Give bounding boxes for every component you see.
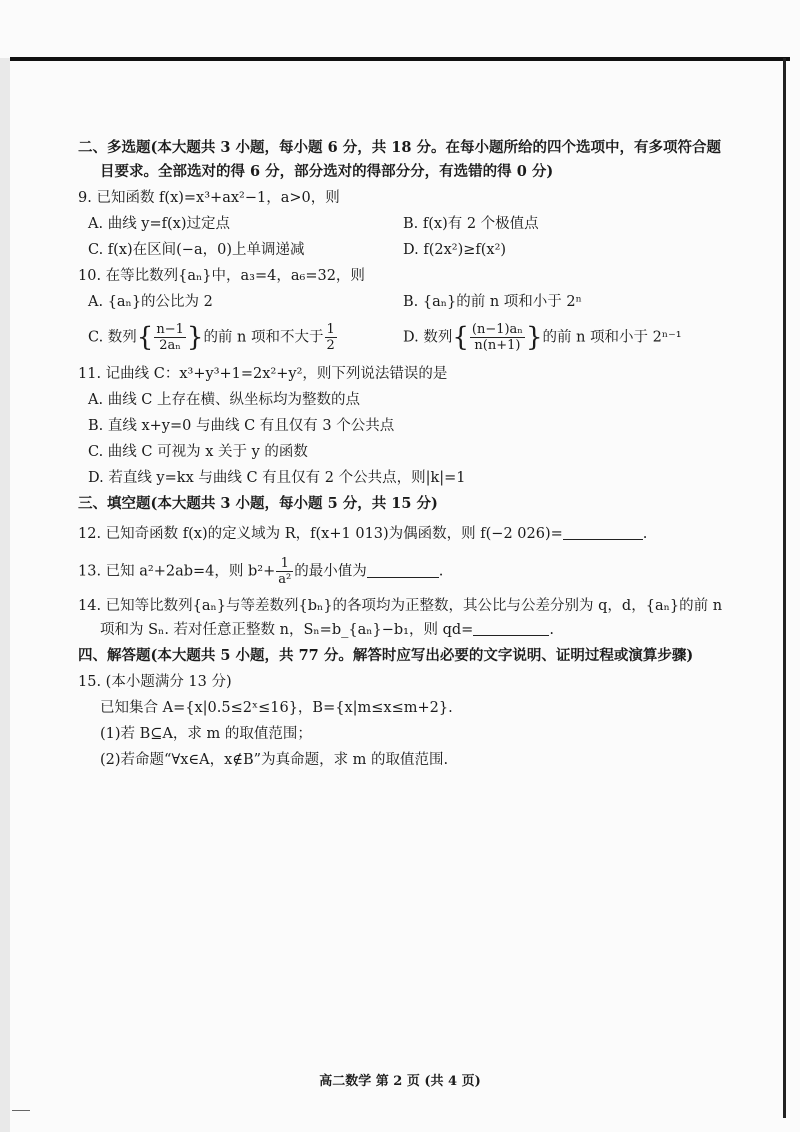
section-2-heading-line-1: 二、多选题(本大题共 3 小题，每小题 6 分，共 18 分。在每小题所给的四个选项中，有多项符合题 xyxy=(78,139,722,156)
question-14-text: 项和为 Sₙ. 若对任意正整数 n，Sₙ=b_{aₙ}−b₁，则 qd= xyxy=(100,622,474,638)
page-edge xyxy=(0,58,10,1132)
option-d-prefix: D. 数列 xyxy=(403,329,453,346)
question-11-stem: 11. 记曲线 C：x³+y³+1=2x²+y²，则下列说法错误的是 xyxy=(78,366,448,382)
section-3-heading: 三、填空题(本大题共 3 小题，每小题 5 分，共 15 分) xyxy=(78,495,438,512)
question-11-option-b: B. 直线 x+y=0 与曲线 C 有且仅有 3 个公共点 xyxy=(88,418,395,434)
top-rule xyxy=(10,57,790,61)
question-10-option-c: C. 数列{ $\frac{n-1}{\text{2aₙ}}$ }的前 n 项和不大于 $\frac{1}{2}$ xyxy=(88,322,335,353)
period: . xyxy=(642,526,648,542)
option-c-middle: 的前 n 项和不大于 xyxy=(203,329,324,346)
question-14-line-2 xyxy=(100,620,554,640)
question-10-option-b: B. {aₙ}的前 n 项和小于 2ⁿ xyxy=(403,294,582,310)
question-11-option-d: D. 若直线 y=kx 与曲线 C 有且仅有 2 个公共点，则|k|=1 xyxy=(88,470,466,486)
question-15-part-1: (1)若 B⊆A，求 m 的取值范围； xyxy=(100,726,312,742)
margin-mark xyxy=(12,1110,30,1111)
question-15-title: 15. (本小题满分 13 分) xyxy=(78,674,232,690)
option-d-suffix: 的前 n 项和小于 2ⁿ⁻¹ xyxy=(542,329,682,346)
answer-blank xyxy=(563,539,643,540)
section-4-heading: 四、解答题(本大题共 5 小题，共 77 分。解答时应写出必要的文字说明、证明过程或演算步骤) xyxy=(78,647,694,664)
question-13-text: 13. 已知 a²+2ab=4，则 b²+ xyxy=(78,563,276,580)
question-10-stem: 10. 在等比数列{aₙ}中，a₃=4，a₆=32，则 xyxy=(78,268,365,284)
sequence-fraction: $\frac{n-1}{\text{2aₙ}}$ xyxy=(156,322,184,353)
question-11-option-c: C. 曲线 C 可视为 x 关于 y 的函数 xyxy=(88,444,308,460)
period: . xyxy=(549,622,554,638)
answer-blank xyxy=(367,577,439,578)
right-rule xyxy=(783,58,786,1118)
question-15-given: 已知集合 A={x|0.5≤2ˣ≤16}，B={x|m≤x≤m+2}. xyxy=(100,700,453,716)
section-2-heading-line-2: 目要求。全部选对的得 6 分，部分选对的得部分分，有选错的得 0 分) xyxy=(100,163,554,180)
question-15-part-2: (2)若命题“∀x∈A，x∉B”为真命题，求 m 的取值范围. xyxy=(100,752,449,768)
question-13 xyxy=(78,556,443,587)
question-10-option-d: D. 数列{ $\frac{\text{(n−1)aₙ}}{n(n+1)}$ }的前 n 项和小于 2ⁿ⁻¹ xyxy=(403,322,682,353)
period: . xyxy=(438,563,444,580)
question-14-line-1: 14. 已知等比数列{aₙ}与等差数列{bₙ}的各项均为正整数，其公比与公差分别为 q，d，{aₙ}的前 n xyxy=(78,598,723,614)
question-11-option-a: A. 曲线 C 上存在横、纵坐标均为整数的点 xyxy=(88,392,361,408)
question-12-text: 12. 已知奇函数 f(x)的定义域为 R，f(x+1 013)为偶函数，则 f(−2 026)= xyxy=(78,526,563,542)
question-9-option-b: B. f(x)有 2 个极值点 xyxy=(403,216,539,232)
question-9-option-c: C. f(x)在区间(−a，0)上单调递减 xyxy=(88,242,305,258)
reciprocal-fraction: $\frac{1}{\text{a²}}$ xyxy=(278,556,292,587)
sequence-fraction: $\frac{\text{(n−1)aₙ}}{n(n+1)}$ xyxy=(471,322,523,353)
question-10-option-a: A. {aₙ}的公比为 2 xyxy=(88,294,213,310)
question-9-option-d: D. f(2x²)≥f(x²) xyxy=(403,242,507,258)
question-13-tail: 的最小值为 xyxy=(294,563,367,580)
half-fraction: $\frac{1}{2}$ xyxy=(326,322,335,353)
question-12 xyxy=(78,524,647,544)
option-c-prefix: C. 数列 xyxy=(88,329,137,346)
answer-blank xyxy=(473,635,549,636)
question-9-option-a: A. 曲线 y=f(x)过定点 xyxy=(88,216,230,232)
page-footer: 高二数学 第 2 页 (共 4 页) xyxy=(319,1074,481,1089)
question-9-stem: 9. 已知函数 f(x)=x³+ax²−1，a>0，则 xyxy=(78,190,340,206)
